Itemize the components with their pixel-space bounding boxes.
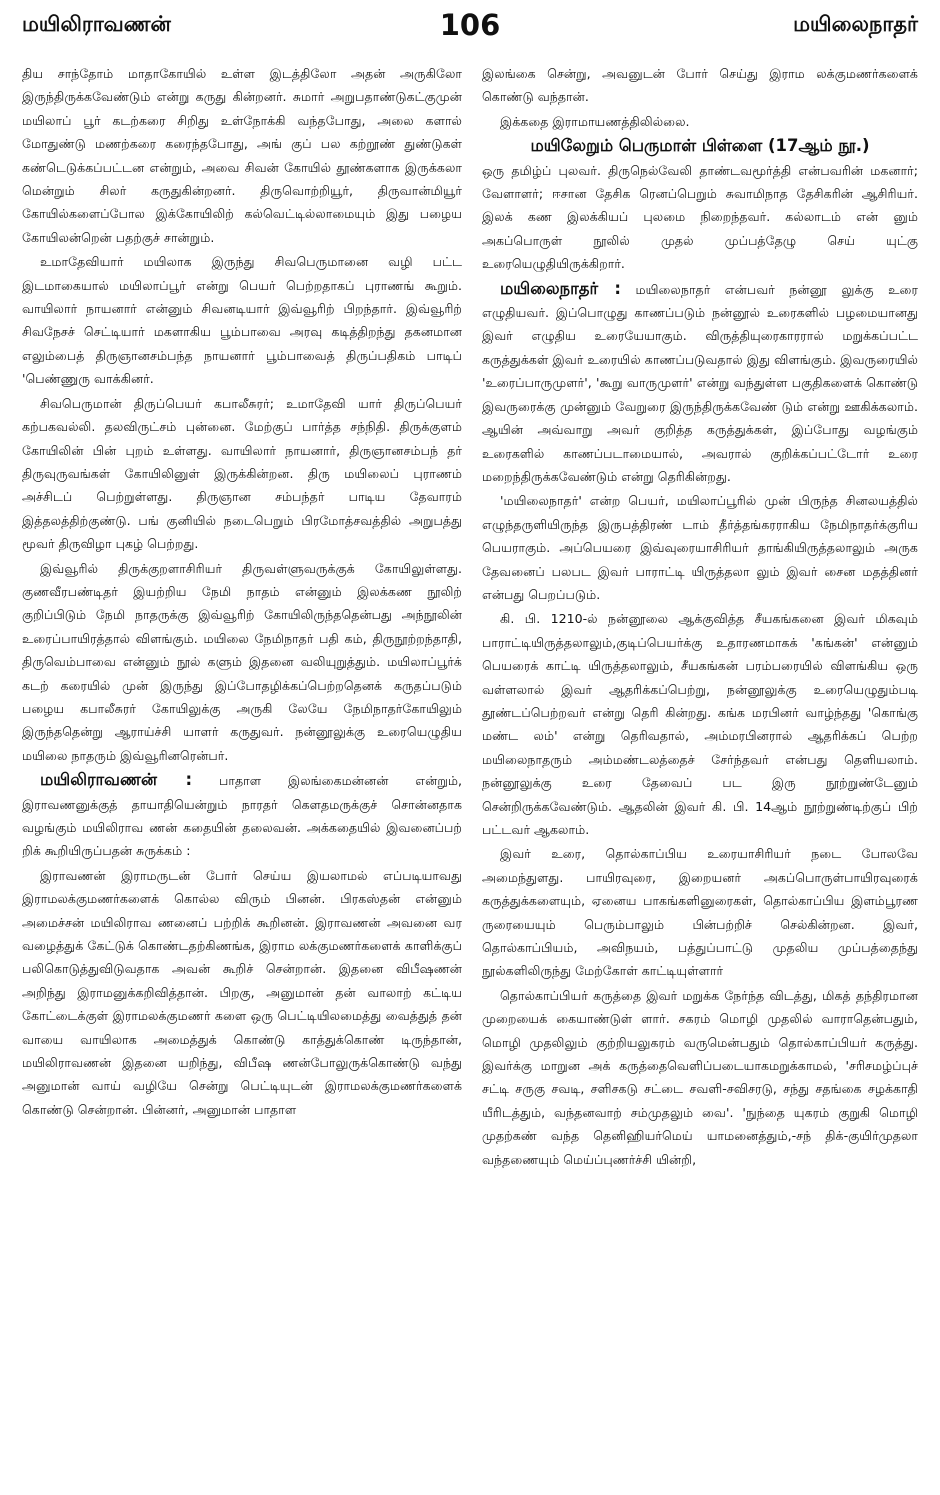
paragraph: இக்கதை இராமாயணத்திலில்லை. <box>500 113 690 129</box>
entry-heading: மயிலைநாதர் : <box>500 278 621 298</box>
entry-text: மயிலைநாதர் என்பவர் நன்னூ லுக்கு உரை எழுதியவர். இப்பொழுது காணப்படும் நன்னூல் உரைகளில் பழமையானது இவர் எழுதிய உரையேயாகும். விருத்தியுரைகாரரால் மறுக்கப்பட்ட கருத்துக்கள் இவர் உரையில் காணப்படுவதால் இது விளங்கும். இவருரையில் 'உரைப்பாருமுளர்', 'கூறு வாருமுளர்' என்று வந்துள்ள பகுதிகளைக் கொண்டு இவருரைக்கு முன்னும் வேறுரை இருந்திருக்கவேண் டும் என்று ஊகிக்கலாம். ஆயின் அவ்வாறு அவர் குறித்த கருத்துக்கள், இப்போது வழங்கும் உரைகளில் காணப்படாமையால், அவரால் குறிக்கப்பட்டோர் உரை மறைந்திருக்கவேண்டும் என்று தெரிகின்றது. <box>482 281 918 484</box>
paragraph: ஒரு தமிழ்ப் புலவர். திருநெல்வேலி தாண்டவமூர்த்தி என்பவரின் மகனார்; வேளாளர்; ஈசான தேசிக ரெனப்பெறும் சுவாமிநாத தேசிகரின் ஆசிரியர். இலக் கண இலக்கியப் புலமை நிறைந்தவர். கல்லாடம் என் னும் அகப்பொருள் நூலில் முதல் முப்பத்தேழு செய் யுட்கு உரையெழுதியிருக்கிறார். <box>482 162 918 272</box>
paragraph: 'மயிலைநாதர்' என்ற பெயர், மயிலாப்பூரில் முன் பிருந்த சினலயத்தில் எழுந்தருளியிருந்த இருபத்திரண் டாம் தீர்த்தங்கரராகிய நேமிநாதர்க்குரிய பெயராகும். அப்பெயரை இவ்வுரையாசிரியர் தாங்கியிருத்தலாலும் அருக தேவனைப் பலபட இவர் பாராட்டி யிருத்தலா லும் இவர் சைன மதத்தினர் என்பது பெறப்படும். <box>482 493 918 602</box>
page-header <box>22 8 918 48</box>
paragraph: உமாதேவியார் மயிலாக இருந்து சிவபெருமானை வழி பட்ட இடமாகையால் மயிலாப்பூர் என்று பெயர் பெற்றதாகப் புராணங் கூறும். வாயிலார் நாயனார் என்னும் சிவனடியார் இவ்வூரிற் பிறந்தார். இவ்வூரிற் சிவநேசச் செட்டியார் மகளாகிய பூம்பாவை அரவு கடித்திறந்து தகனமான எலும்பைத் திருஞானசம்பந்த நாயனார் பூம்பாவைத் திருப்பதிகம் பாடிப் 'பெண்ணுரு வாக்கினர். <box>22 254 462 387</box>
left-column <box>22 62 462 1487</box>
paragraph: கி. பி. 1210-ல் நன்னூலை ஆக்குவித்த சீயகங்கனை இவர் மிகவும் பாராட்டியிருத்தலாலும்,குடிப்பெயர்க்கு உதாரணமாகக் 'கங்கன்' என்னும் பெயரைக் காட்டி யிருத்தலாலும், சீயகங்கன் பரம்பரையில் விளங்கிய ஒரு வள்ளலால் இவர் ஆதரிக்கப்பெற்று, நன்னூலுக்கு உரையெழுதும்படி தூண்டப்பெற்றவர் என்று தெரி கின்றது. கங்க மரபினர் வாழ்ந்தது 'கொங்கு மண்ட லம்' என்று தெரிவதால், அம்மரபினரால் ஆதரிக்கப் பெற்ற மயிலைநாதரும் அம்மண்டலத்தைச் சேர்ந்தவர் என்பது தெளியலாம். நன்னூலுக்கு உரை தேவைப் பட இரு நூற்றுண்டேனும் சென்றிருக்கவேண்டும். ஆதலின் இவர் கி. பி. 14ஆம் நூற்றுண்டிற்குப் பிற் பட்டவர் ஆகலாம். <box>482 611 918 837</box>
paragraph: இராவணன் இராமருடன் போர் செய்ய இயலாமல் எப்படியாவது இராமலக்குமணர்களைக் கொல்ல விரும் பினன். பிரகஸ்தன் என்னும் அமைச்சன் மயிலிராவ ணனைப் பற்றிக் கூறினன். இராவணன் அவனை வர வழைத்துக் கேட்டுக் கொண்டதற்கிணங்க, இராம லக்குமணர்களைக் காளிக்குப் பலிகொடுத்துவிடுவதாக அவன் கூறிச் சென்றான். இதனை விபீஷணன் அறிந்து இராமனுக்கறிவித்தான். பிறகு, அனுமான் தன் வாலாற் கட்டிய கோட்டைக்குள் இராமலக்குமணர் களை ஒரு பெட்டியிலமைத்து வைத்துத் தன் வாயை வாயிலாக அமைத்துக் கொண்டு காத்துக்கொண் டிருந்தான், மயிலிராவணன் இதனை யறிந்து, விபீஷ ணன்போலுருக்கொண்டு வந்து அனுமான் வாய் வழியே சென்று பெட்டியுடன் இராமலக்குமணர்களைக் கொண்டு சென்றான். பின்னர், அனுமான் பாதாள <box>22 867 462 1117</box>
entry-paragraph <box>22 768 462 863</box>
entry-text: பாதாள இலங்கைமன்னன் என்றும், இராவணனுக்குத் தாயாதியென்றும் நாரதர் கௌதமருக்குச் சொன்னதாக வழங்கும் மயிலிராவ ணன் கதையின் தலைவன். அக்கதையில் இவனைப்பற் றிக் கூறியிருப்பதன் சுருக்கம் : <box>22 773 462 859</box>
page-number: 106 <box>439 8 501 42</box>
paragraph: சிவபெருமான் திருப்பெயர் கபாலீசுரர்; உமாதேவி யார் திருப்பெயர் கற்பகவல்லி. தலவிருட்சம் புன்னை. மேற்குப் பார்த்த சந்நிதி. திருக்குளம் கோயிலின் பின் புறம் உள்ளது. வாயிலார் நாயனார், திருஞானசம்பந் தர் திருவுருவங்கள் கோயிலினுள் இருக்கின்றன. திரு மயிலைப் புராணம் அச்சிடப் பெற்றுள்ளது. திருஞான சம்பந்தர் பாடிய தேவாரம் இத்தலத்திற்குண்டு. பங் குனியில் நடைபெறும் பிரமோத்சவத்தில் அறுபத்து மூவர் திருவிழா புகழ் பெற்றது. <box>22 395 462 552</box>
entry-paragraph <box>482 277 918 489</box>
paragraph: இவ்வூரில் திருக்குறளாசிரியர் திருவள்ளுவருக்குக் கோயிலுள்ளது. குணவீரபண்டிதர் இயற்றிய நேமி நாதம் என்னும் இலக்கண நூலிற் குறிப்பிடும் நேமி நாதருக்கு இவ்வூரிற் கோயிலிருந்ததென்பது அந்நூலின் உரைப்பாயிரத்தால் விளங்கும். மயிலை நேமிநாதர் பதி கம், திருநூற்றந்தாதி, திருவெம்பாவை என்னும் நூல் களும் இதனை வலியுறுத்தும். மயிலாப்பூர்க் கடற் கரையில் முன் இருந்து இப்போதழிக்கப்பெற்றதெனக் கருதப்படும் பழைய கபாலீசுரர் கோயிலுக்கு அருகி லேயே நேமிநாதர்கோயிலும் இருந்ததென்று ஆராய்ச்சி யாளர் கருதுவர். நன்னூலுக்கு உரையெழுதிய மயிலை நாதரும் இவ்வூரினரென்பர். <box>22 560 462 763</box>
running-head-right: மயிலைநாதர் <box>793 12 918 36</box>
right-column <box>482 62 918 1487</box>
paragraph: திய சாந்தோம் மாதாகோயில் உள்ள இடத்திலோ அதன் அருகிலோ இருந்திருக்கவேண்டும் என்று கருது கின்றனர். சுமார் அறுபதாண்டுகட்குமுன் மயிலாப் பூர் கடற்கரை சிறிது உள்நோக்கி வந்தபோது, அலை களால் மோதுண்டு மணற்கரை கரைந்தபோது, அங் குப் பல கற்றூண் துண்டுகள் கண்டெடுக்கப்பட்டன என்றும், அவை சிவன் கோயில் தூண்களாக இருக்கலா மென்றும் சிலர் கருதுகின்றனர். திருவொற்றியூர், திருவான்மியூர் கோயில்களைப்போல இக்கோயிலிற் கல்வெட்டில்லாமையும் இது பழைய கோயிலன்றென் பதற்குச் சான்றும். <box>22 66 462 245</box>
paragraph: தொல்காப்பியர் கருத்தை இவர் மறுக்க நேர்ந்த விடத்து, மிகத் தந்திரமான முறையைக் கையாண்டுள் ளார். சகரம் மொழி முதலில் வாராதென்பதும், மொழி முதலிலும் குற்றியலுகரம் வருமென்பதும் தொல்காப்பியர் கருத்து. இவர்க்கு மாறுன அக் கருத்தைவெளிப்படையாகமறுக்காமல், 'சரிசமழ்ப்புச் சட்டி சருகு சவடி, சளிசகடு சட்டை சவளி-சவிசரடு, சந்து சதங்கை சழக்காதி யீரிடத்தும், வந்தனவாற் சம்முதலும் வை'. 'நுந்தை யுகரம் குறுகி மொழி முதற்கண் வந்த தெனிஹியர்மெய் யாமனைத்தும்,-சந் திக்-குயிர்முதலா வந்தணையும் மெய்ப்புணர்ச்சி யின்றி, <box>482 987 918 1167</box>
paragraph: இலங்கை சென்று, அவனுடன் போர் செய்து இராம லக்குமணர்களைக் கொண்டு வந்தான். <box>482 66 918 105</box>
entry-heading: மயிலிராவணன் : <box>40 770 193 790</box>
running-head-left: மயிலிராவணன் <box>22 12 171 36</box>
entry-title: மயிலேறும் பெருமாள் பிள்ளை (17ஆம் நூ.) <box>530 136 870 156</box>
paragraph: இவர் உரை, தொல்காப்பிய உரையாசிரியர் நடை போலவே அமைந்துளது. பாயிரவுரை, இறையனர் அகப்பொருள்பாயிரவுரைக் கருத்துக்களையும், ஏனைய பாகங்களினுரைகள், தொல்காப்பிய இளம்பூரண ருரையையும் பெரும்பாலும் பின்பற்றிச் செல்கின்றன. இவர், தொல்காப்பியம், அவிநயம், பத்துப்பாட்டு முதலிய முப்பத்தைந்து நூல்களிலிருந்து மேற்கோள் காட்டியுள்ளார் <box>482 846 918 979</box>
